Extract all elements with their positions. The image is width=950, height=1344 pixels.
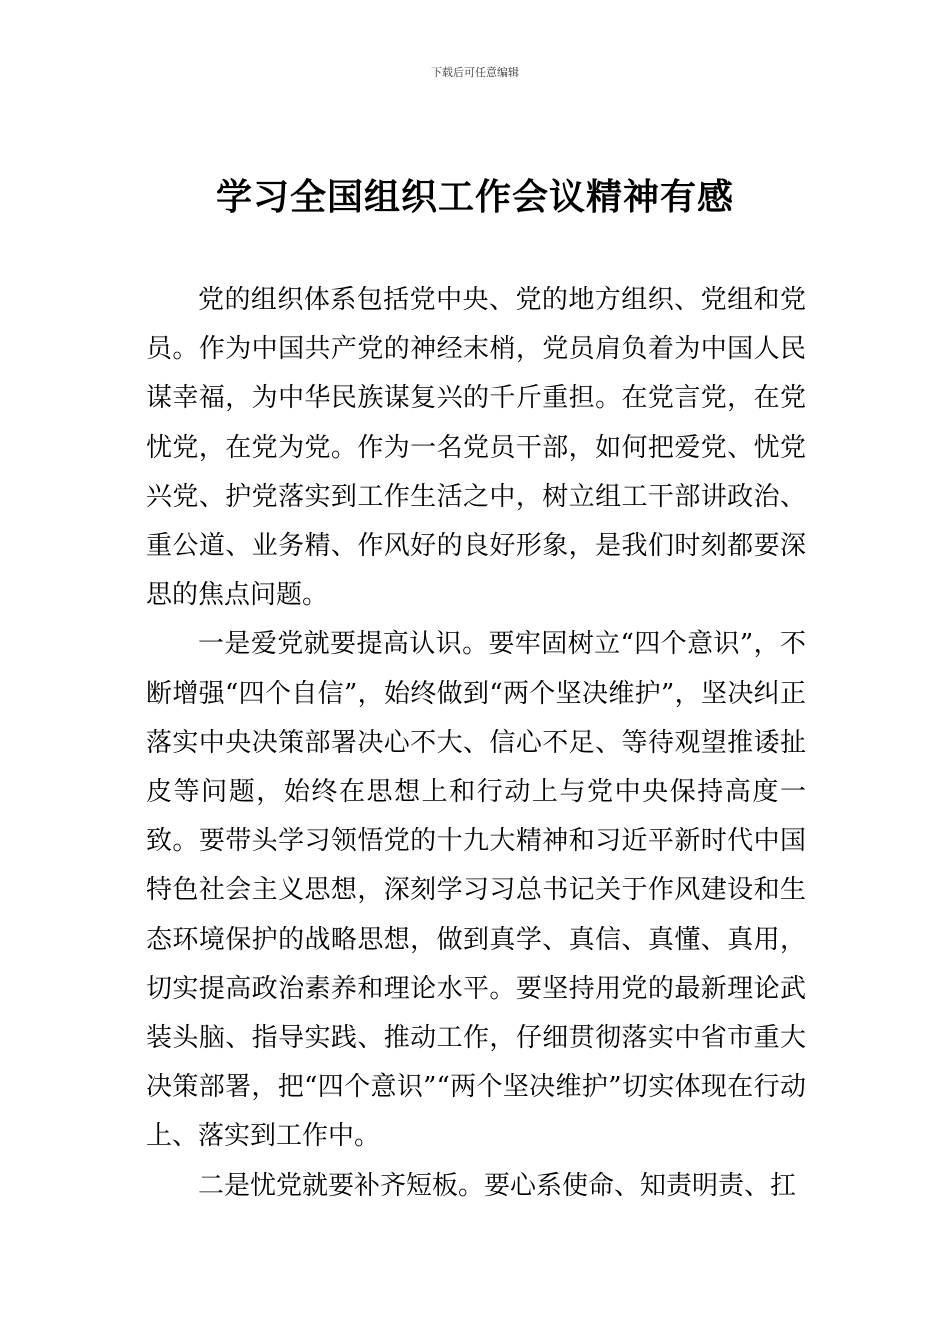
paragraph-intro: 党的组织体系包括党中央、党的地方组织、党组和党员。作为中国共产党的神经末梢，党员肩负着为中国人民谋幸福，为中华民族谋复兴的千斤重担。在党言党，在党忧党，在党为党。作为一名党员干部，如何把爱党、忧党兴党、护党落实到工作生活之中，树立组工干部讲政治、重公道、业务精、作风好的良好形象，是我们时刻都要深思的焦点问题。 (146, 285, 806, 611)
document-body (146, 276, 806, 1211)
document-title: 学习全国组织工作会议精神有感 (215, 177, 734, 218)
paragraph-worry-party: 二是忧党就要补齐短板。要心系使命、知责明责、扛 (198, 1170, 797, 1201)
header-note: 下载后可任意编辑 (431, 66, 519, 79)
paragraph-love-party: 一是爱党就要提高认识。要牢固树立“四个意识”，不断增强“四个自信”，始终做到“两个坚决维护”，坚决纠正落实中央决策部署决心不大、信心不足、等待观望推诿扯皮等问题，始终在思想上和行动上与党中央保持高度一致。要带头学习领悟党的十九大精神和习近平新时代中国特色社会主义思想，深刻学习习总书记关于作风建设和生态环境保护的战略思想，做到真学、真信、真懂、真用，切实提高政治素养和理论水平。要坚持用党的最新理论武装头脑、指导实践、推动工作，仔细贯彻落实中省市重大决策部署，把“四个意识”“两个坚决维护”切实体现在行动上、落实到工作中。 (146, 629, 806, 1152)
